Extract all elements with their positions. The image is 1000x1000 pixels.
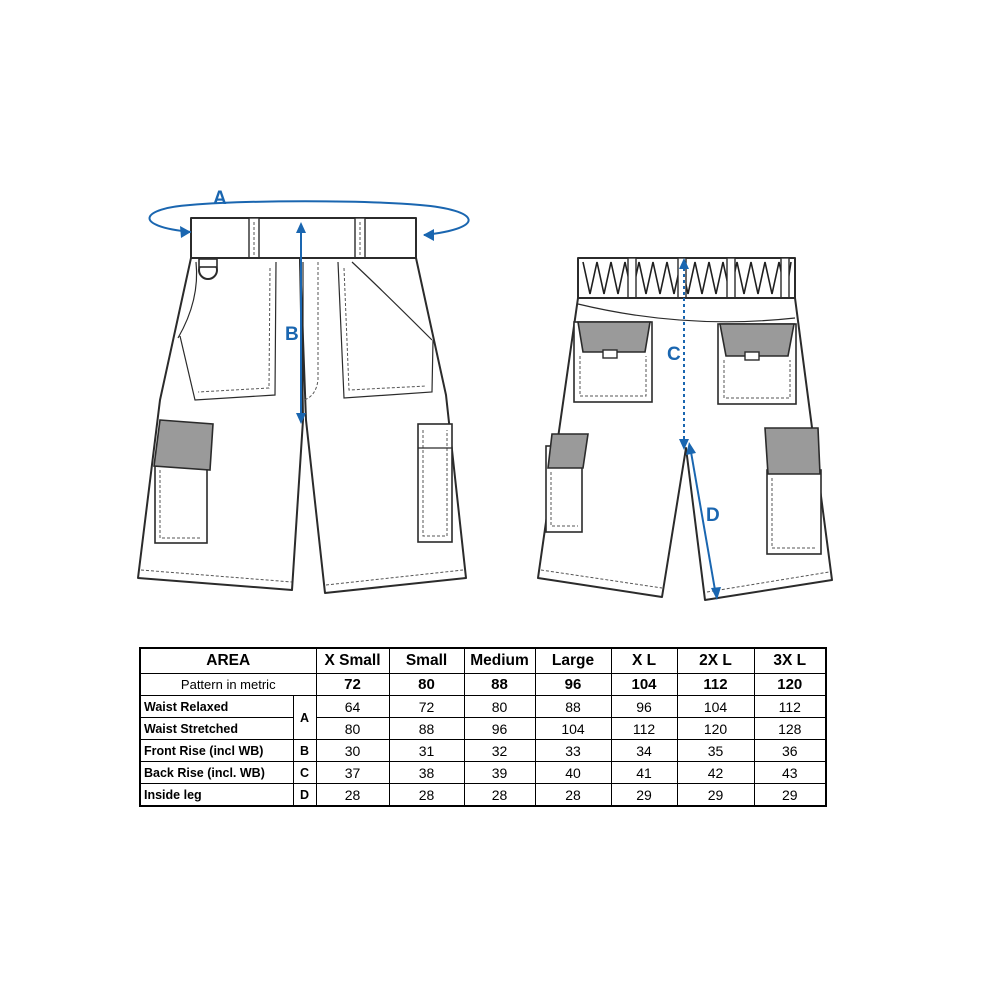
table-cell: 37: [316, 762, 389, 784]
table-cell: 80: [389, 674, 464, 696]
measure-label-c: C: [667, 344, 681, 365]
table-cell: 36: [754, 740, 826, 762]
table-cell: 96: [464, 718, 535, 740]
table-row: [140, 784, 826, 807]
table-cell: 38: [389, 762, 464, 784]
front-waistband: [191, 218, 416, 258]
table-cell: 88: [464, 674, 535, 696]
back-right-cargo-flap: [765, 428, 820, 474]
measure-code: A: [293, 696, 316, 740]
back-right-pocket-flap: [720, 324, 794, 356]
size-header: 3X L: [754, 648, 826, 674]
table-cell: 104: [611, 674, 677, 696]
measure-code: D: [293, 784, 316, 807]
back-right-cargo-pocket: [767, 470, 821, 554]
area-header: AREA: [140, 648, 316, 674]
size-header: X L: [611, 648, 677, 674]
table-cell: 96: [535, 674, 611, 696]
table-cell: 29: [677, 784, 754, 807]
row-label: Back Rise (incl. WB): [140, 762, 293, 784]
table-cell: 35: [677, 740, 754, 762]
table-cell: 29: [754, 784, 826, 807]
table-cell: 42: [677, 762, 754, 784]
front-left-cargo-flap: [154, 420, 213, 470]
row-label: Inside leg: [140, 784, 293, 807]
size-header: Small: [389, 648, 464, 674]
back-left-pocket-flap: [578, 322, 650, 352]
table-cell: 28: [464, 784, 535, 807]
table-cell: 112: [754, 696, 826, 718]
table-row: [140, 718, 826, 740]
table-header-row: [140, 648, 826, 674]
pattern-label: Pattern in metric: [140, 674, 316, 696]
table-cell: 33: [535, 740, 611, 762]
table-cell: 112: [677, 674, 754, 696]
table-cell: 72: [389, 696, 464, 718]
size-header: Medium: [464, 648, 535, 674]
table-cell: 88: [389, 718, 464, 740]
size-chart-table: [139, 647, 827, 807]
table-cell: 128: [754, 718, 826, 740]
table-row: [140, 740, 826, 762]
table-cell: 120: [677, 718, 754, 740]
table-cell: 31: [389, 740, 464, 762]
table-cell: 72: [316, 674, 389, 696]
table-cell: 80: [316, 718, 389, 740]
table-cell: 80: [464, 696, 535, 718]
table-cell: 43: [754, 762, 826, 784]
measure-label-a: A: [213, 188, 227, 209]
measure-code: C: [293, 762, 316, 784]
table-cell: 28: [389, 784, 464, 807]
table-cell: 41: [611, 762, 677, 784]
table-cell: 29: [611, 784, 677, 807]
back-left-cargo-flap: [548, 434, 588, 468]
measure-code: B: [293, 740, 316, 762]
table-cell: 112: [611, 718, 677, 740]
size-header: Large: [535, 648, 611, 674]
table-cell: 104: [677, 696, 754, 718]
table-cell: 39: [464, 762, 535, 784]
table-cell: 88: [535, 696, 611, 718]
row-label: Waist Stretched: [140, 718, 293, 740]
back-view-shorts: [538, 258, 832, 600]
table-cell: 40: [535, 762, 611, 784]
table-cell: 64: [316, 696, 389, 718]
size-header: 2X L: [677, 648, 754, 674]
table-row: [140, 762, 826, 784]
row-label: Front Rise (incl WB): [140, 740, 293, 762]
table-cell: 28: [316, 784, 389, 807]
table-row: [140, 696, 826, 718]
table-cell: 34: [611, 740, 677, 762]
size-header: X Small: [316, 648, 389, 674]
measure-label-b: B: [285, 324, 299, 345]
table-cell: 96: [611, 696, 677, 718]
table-cell: 28: [535, 784, 611, 807]
table-cell: 32: [464, 740, 535, 762]
pattern-row: [140, 674, 826, 696]
row-label: Waist Relaxed: [140, 696, 293, 718]
measure-label-d: D: [706, 505, 720, 526]
table-cell: 30: [316, 740, 389, 762]
front-left-cargo-pocket: [155, 463, 207, 543]
table-cell: 104: [535, 718, 611, 740]
table-cell: 120: [754, 674, 826, 696]
